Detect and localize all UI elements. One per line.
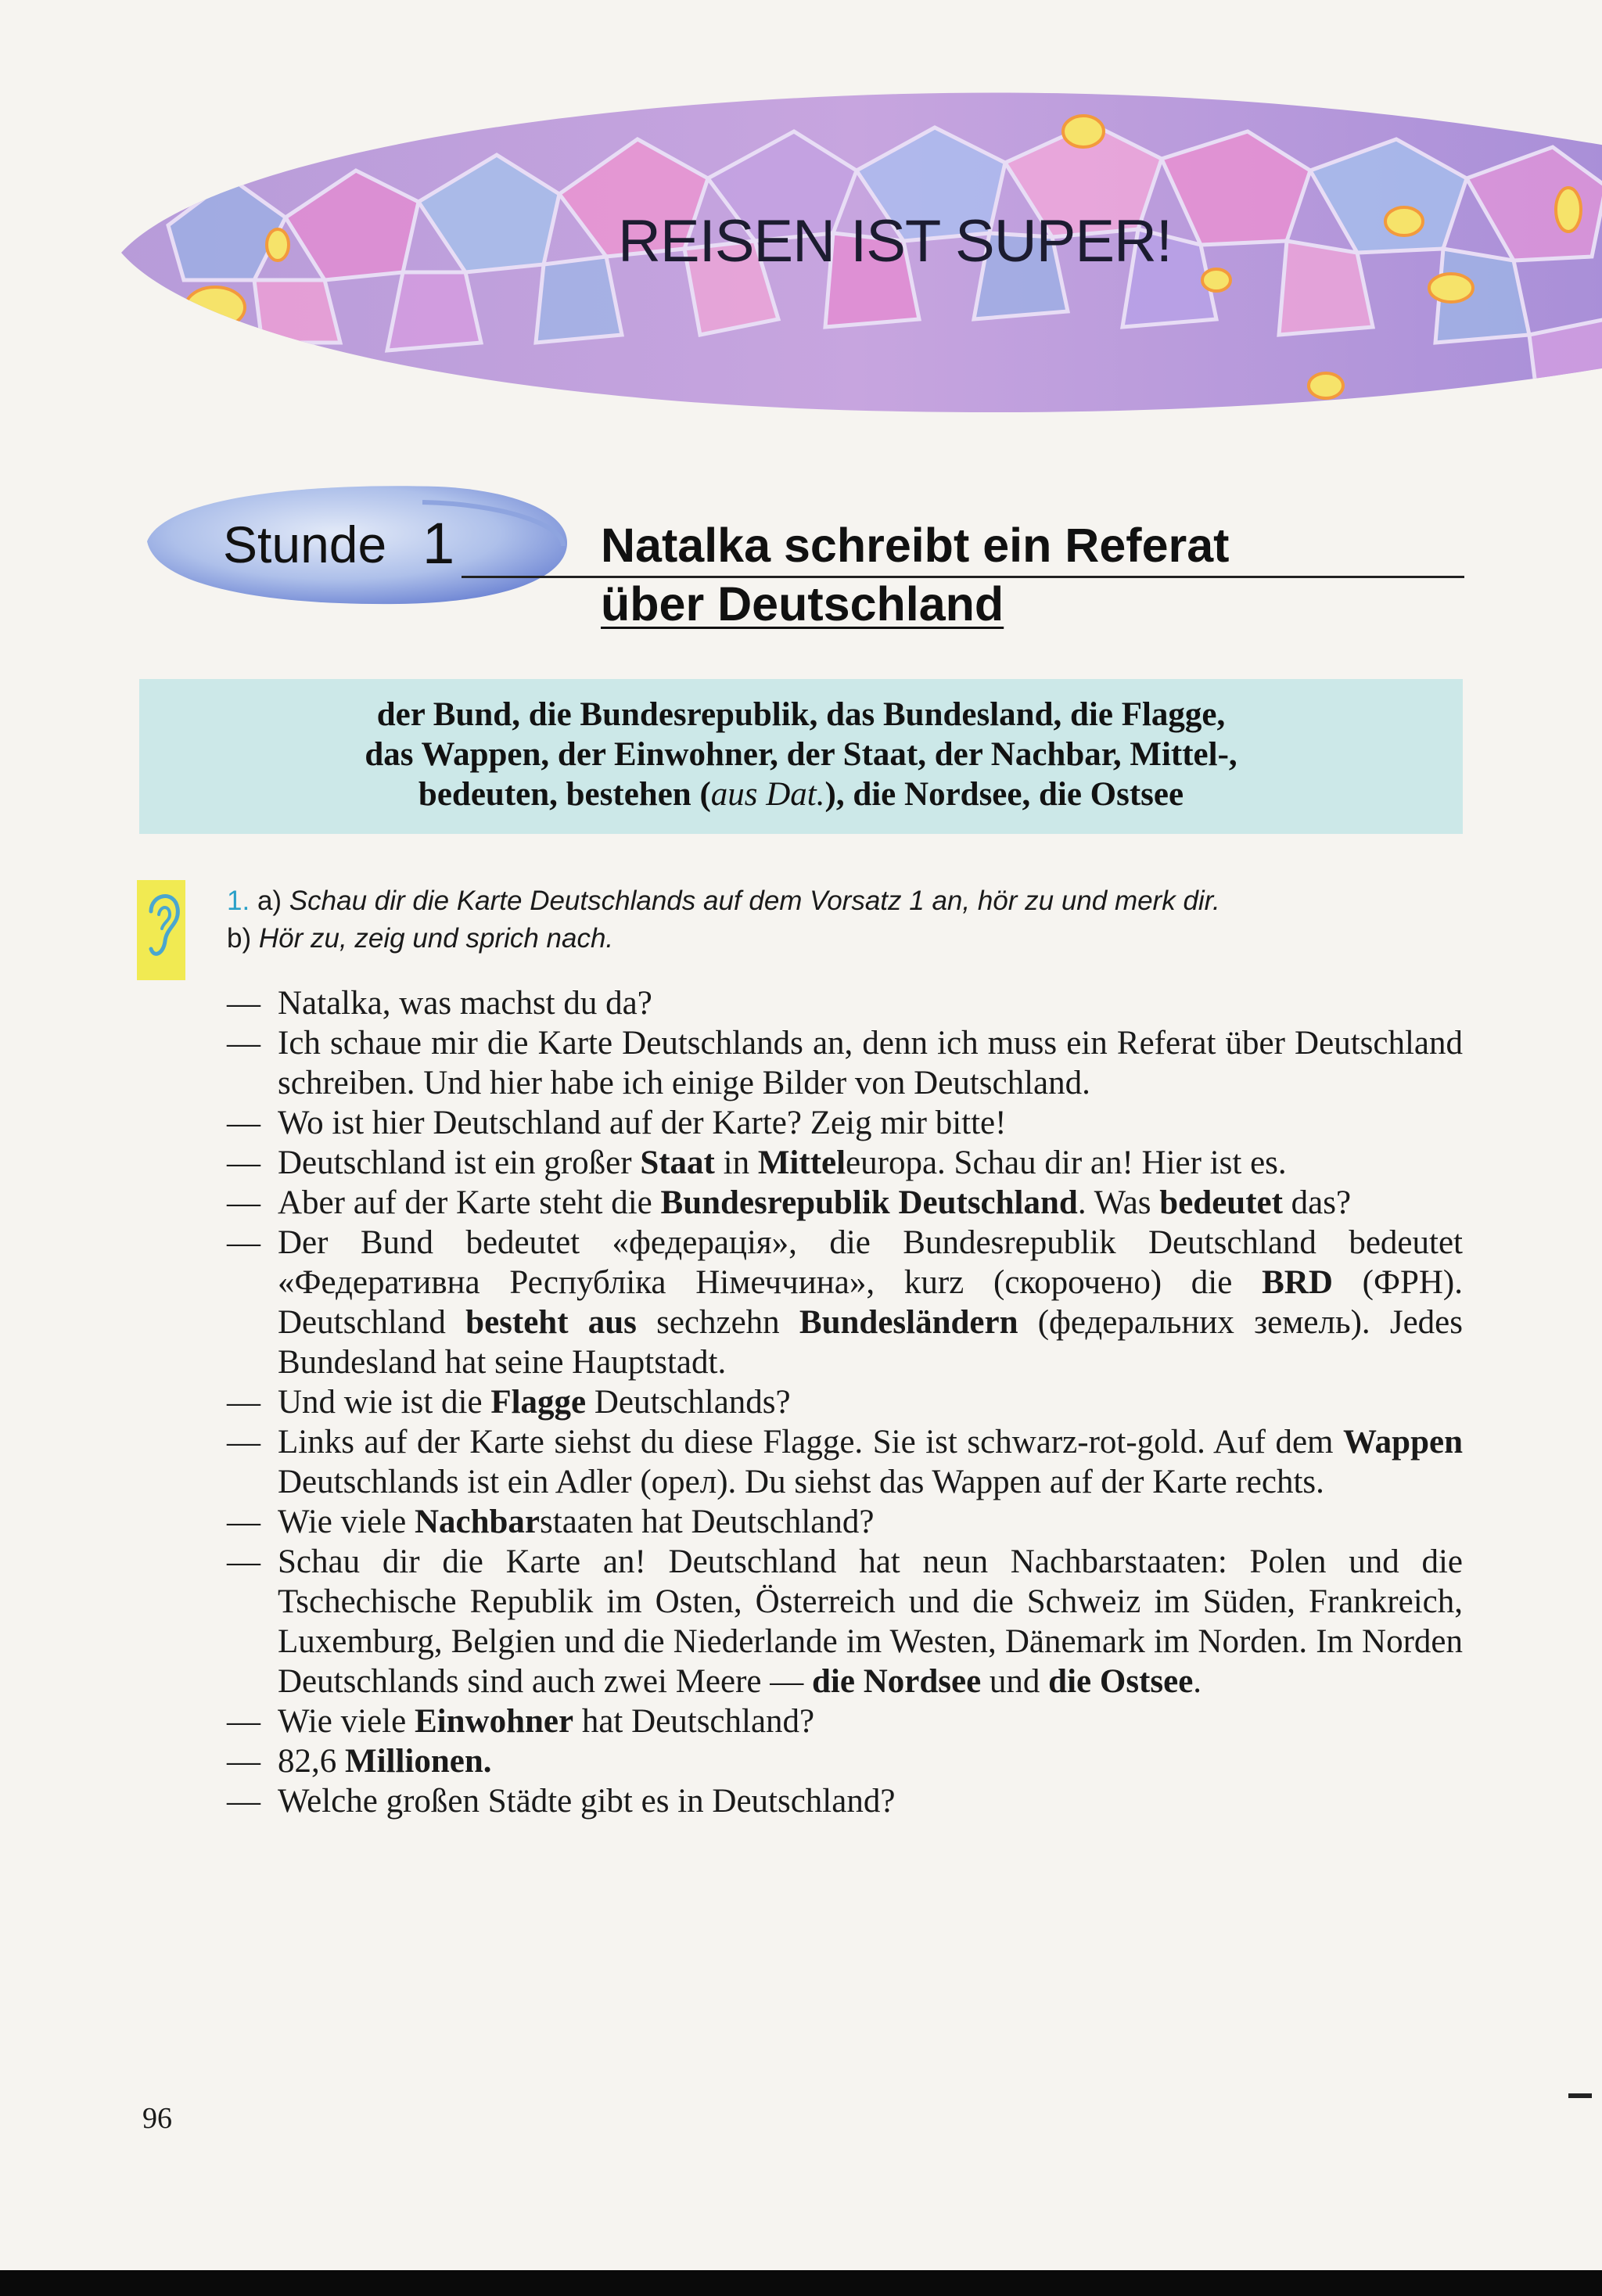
turn-text: sechzehn bbox=[636, 1304, 799, 1341]
vocab-term: Bundesländern bbox=[799, 1304, 1018, 1341]
turn-text: und bbox=[981, 1663, 1049, 1700]
dash: — bbox=[227, 1184, 260, 1221]
turn-text: Welche großen Städte gibt es in Deutschland? bbox=[278, 1783, 896, 1820]
dialog-turn bbox=[227, 1741, 1463, 1781]
turn-text: in bbox=[714, 1144, 758, 1181]
vocab-term: Wappen bbox=[1343, 1424, 1463, 1461]
turn-text: Schau dir die Karte an! Deutschland hat neun Nachbarstaaten: Polen und die Tschechische Republik im Osten, Österreich und die Schweiz im Süden, Frankreich, Luxemburg, Belgien und die Niederlande im Westen, Dänemark im Norden. Im Norden Deutschlands sind auch zwei Meere — bbox=[278, 1543, 1463, 1700]
lesson-number: 1 bbox=[422, 511, 455, 576]
turn-text: hat Deutschland? bbox=[573, 1703, 815, 1740]
turn-text: (федеральних земель). Jedes Bundesland hat seine Hauptstadt. bbox=[278, 1304, 1463, 1381]
lesson-label: Stunde bbox=[223, 516, 387, 573]
turn-text: Und wie ist die bbox=[278, 1384, 491, 1421]
turn-text: Deutschlands? bbox=[586, 1384, 791, 1421]
exercise-number: 1. bbox=[227, 886, 250, 916]
scan-edge bbox=[0, 2270, 1602, 2296]
turn-text: staaten hat Deutschland? bbox=[540, 1504, 875, 1540]
turn-text: Deutschlands ist ein Adler (орел). Du siehst das Wappen auf der Karte rechts. bbox=[278, 1464, 1324, 1500]
vocabulary-line: das Wappen, der Einwohner, der Staat, der Nachbar, Mittel-, bbox=[365, 736, 1237, 773]
exercise-a-label: a) bbox=[257, 886, 282, 916]
page-number: 96 bbox=[142, 2102, 172, 2135]
turn-text: Wo ist hier Deutschland auf der Karte? Zeig mir bitte! bbox=[278, 1105, 1007, 1141]
vocab-text: bedeuten, bestehen ( bbox=[418, 776, 711, 813]
vocab-text: ), die Nordsee, die Ostsee bbox=[824, 776, 1184, 813]
dialog-turn bbox=[227, 1422, 1463, 1502]
vocabulary-line bbox=[139, 774, 1463, 814]
vocab-term: Einwohner bbox=[414, 1703, 574, 1740]
dialog-turn bbox=[227, 1023, 1463, 1103]
turn-text: Der Bund bedeutet «федерація», die Bundesrepublik Deutschland bedeutet «Федеративна Республіка Німеччина», kurz (скорочено) die bbox=[278, 1224, 1463, 1301]
vocab-term: Nachbar bbox=[414, 1504, 541, 1540]
turn-text: Ich schaue mir die Karte Deutschlands an, denn ich muss ein Referat über Deutschland schreiben. Und hier habe ich einige Bilder von Deutschland. bbox=[278, 1025, 1463, 1101]
turn-text: Wie viele bbox=[278, 1504, 415, 1540]
vocab-term: bedeutet bbox=[1159, 1184, 1283, 1221]
vocabulary-list bbox=[139, 695, 1463, 814]
dialog-turn bbox=[227, 1502, 1463, 1542]
dialog-turn bbox=[227, 1223, 1463, 1382]
vocab-term: Mittel bbox=[757, 1144, 846, 1181]
dialog-turn bbox=[227, 1103, 1463, 1143]
vocab-term: die Ostsee bbox=[1048, 1663, 1194, 1700]
dash: — bbox=[227, 1703, 260, 1740]
dialog-turn bbox=[227, 1382, 1463, 1422]
dialog-turn bbox=[227, 1701, 1463, 1741]
exercise-b-label: b) bbox=[227, 923, 252, 954]
turn-text: europa. Schau dir an! Hier ist es. bbox=[846, 1144, 1287, 1181]
dash: — bbox=[227, 1384, 260, 1421]
dialog-turn bbox=[227, 1781, 1463, 1821]
exercise-a bbox=[227, 886, 1220, 917]
vocab-term: Bundesrepublik Deutschland bbox=[660, 1184, 1078, 1221]
dash: — bbox=[227, 1025, 260, 1062]
turn-text: Wie viele bbox=[278, 1703, 415, 1740]
turn-text: . bbox=[1193, 1663, 1202, 1700]
vocab-italic: aus Dat. bbox=[710, 776, 825, 813]
dash: — bbox=[227, 1224, 260, 1261]
turn-text: Links auf der Karte siehst du diese Flagge. Sie ist schwarz-rot-gold. Auf dem bbox=[278, 1424, 1344, 1461]
dash: — bbox=[227, 1543, 260, 1580]
vocab-term: Millionen. bbox=[345, 1743, 492, 1780]
turn-text: 82,6 bbox=[278, 1743, 345, 1780]
dialog-turn bbox=[227, 1143, 1463, 1183]
turn-text: Aber auf der Karte steht die bbox=[278, 1184, 661, 1221]
dash: — bbox=[227, 1504, 260, 1540]
turn-text: das? bbox=[1282, 1184, 1352, 1221]
lesson-title-line1: Natalka schreibt ein Referat bbox=[601, 519, 1230, 572]
dash: — bbox=[227, 1783, 260, 1820]
scan-mark bbox=[1568, 2093, 1592, 2098]
ear-icon bbox=[137, 880, 185, 980]
dash: — bbox=[227, 1105, 260, 1141]
dialog bbox=[227, 983, 1463, 1821]
dash: — bbox=[227, 1424, 260, 1461]
turn-text: Natalka, was machst du da? bbox=[278, 985, 652, 1022]
exercise-b-text: Hör zu, zeig und sprich nach. bbox=[258, 923, 614, 954]
dialog-turn bbox=[227, 1183, 1463, 1223]
vocab-term: BRD bbox=[1262, 1264, 1333, 1301]
exercise-a-text: Schau dir die Karte Deutschlands auf dem Vorsatz 1 an, hör zu und merk dir. bbox=[289, 886, 1220, 916]
chapter-title: REISEN IST SUPER! bbox=[618, 208, 1173, 275]
vocab-term: besteht aus bbox=[465, 1304, 637, 1341]
turn-text: Deutschland ist ein großer bbox=[278, 1144, 641, 1181]
turn-text: (ФРН). Deutschland bbox=[278, 1264, 1463, 1341]
vocab-term: Staat bbox=[640, 1144, 715, 1181]
vocabulary-line: der Bund, die Bundesrepublik, das Bundesland, die Flagge, bbox=[376, 696, 1226, 733]
dialog-turn bbox=[227, 1542, 1463, 1701]
lesson-title-line2: über Deutschland bbox=[601, 577, 1004, 631]
dash: — bbox=[227, 1743, 260, 1780]
exercise-b bbox=[227, 923, 613, 954]
dialog-turn bbox=[227, 983, 1463, 1023]
dash: — bbox=[227, 985, 260, 1022]
vocab-term: Flagge bbox=[490, 1384, 587, 1421]
vocab-term: die Nordsee bbox=[812, 1663, 982, 1700]
lesson-title bbox=[601, 516, 1229, 634]
dash: — bbox=[227, 1144, 260, 1181]
turn-text: . Was bbox=[1077, 1184, 1160, 1221]
